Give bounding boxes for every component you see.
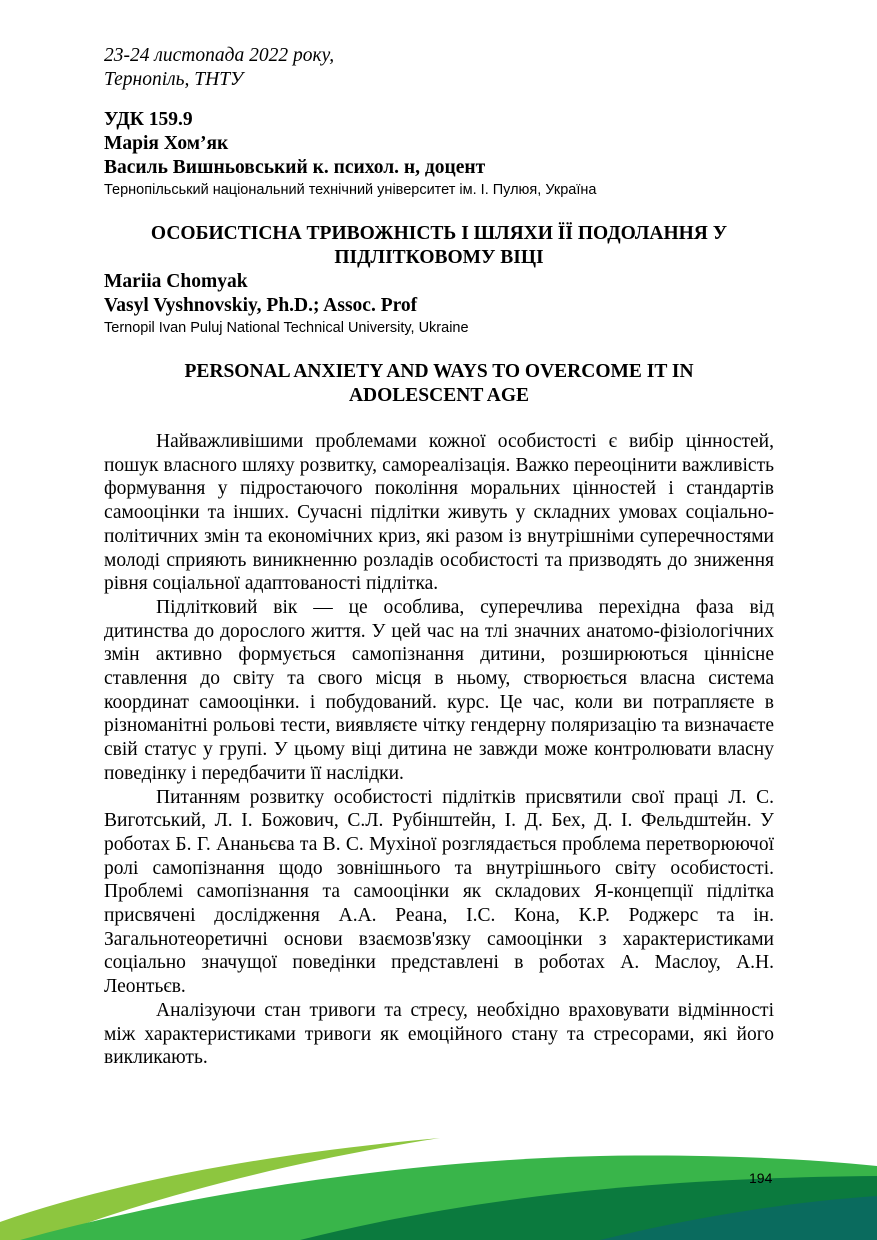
conference-place: Тернопіль, ТНТУ	[104, 69, 244, 90]
page-number: 194	[749, 1170, 773, 1186]
author-name-2-ua: Василь Вишньовський к. психол. н, доцент	[104, 157, 486, 178]
article-title-ua	[104, 222, 774, 270]
conference-header	[104, 44, 334, 92]
conference-date: 23-24 листопада 2022 року,	[104, 45, 335, 66]
affiliation-en: Ternopil Ivan Puluj National Technical University, Ukraine	[104, 320, 469, 336]
body-paragraph-4: Аналізуючи стан тривоги та стресу, необхідно враховувати відмінності між характеристиками тривоги як емоційного стану та стресорами, які його викликають.	[104, 999, 774, 1069]
authors-block-ua	[104, 108, 596, 200]
title-ua-line-2: ПІДЛІТКОВОМУ ВІЦІ	[334, 247, 544, 268]
title-en-line-1: PERSONAL ANXIETY AND WAYS TO OVERCOME IT IN	[184, 361, 694, 382]
body-paragraph-3: Питанням розвитку особистості підлітків присвятили свої праці Л. С. Виготський, Л. І. Божович, С.Л. Рубінштейн, І. Д. Бех, Д. І. Фельдштейн. У роботах Б. Г. Ананьєва та В. С. Мухіної розглядається проблема перетворюючої ролі самопізнання щодо зовнішнього та внутрішнього світу особистості. Проблемі самопізнання та самооцінки як складових Я-концепції підлітка присвячені дослідження А.А. Реана, І.С. Кона, К.Р. Роджерс та ін. Загальнотеоретичні основи взаємозв'язку самооцінки з характеристиками соціально значущої поведінки представлені в роботах А. Маслоу, А.Н. Леонтьєв.	[104, 786, 774, 998]
author-name-2-en: Vasyl Vyshnovskiy, Ph.D.; Assoc. Prof	[104, 295, 418, 316]
title-ua-line-1: ОСОБИСТІСНА ТРИВОЖНІСТЬ І ШЛЯХИ ЇЇ ПОДОЛАННЯ У	[150, 223, 728, 244]
affiliation-ua: Тернопільський національний технічний університет ім. І. Пулюя, Україна	[104, 182, 597, 198]
article-title-en	[104, 360, 774, 408]
article-body	[104, 430, 774, 1070]
body-paragraph-1: Найважливішими проблемами кожної особистості є вибір цінностей, пошук власного шляху розвитку, самореалізація. Важко переоцінити важливість формування у підростаючого покоління моральних цінностей і стандартів самооцінки та інших. Сучасні підлітки живуть у складних умовах соціально-політичних змін та економічних криз, які разом із внутрішніми суперечностями молоді сприяють виникненню розладів особистості та призводять до зниження рівня соціальної адаптованості підлітка.	[104, 431, 774, 595]
authors-block-en	[104, 270, 469, 338]
author-name-1-en: Mariia Chomyak	[104, 271, 248, 292]
author-name-1-ua: Марія Хом’як	[104, 133, 229, 154]
body-paragraph-2: Підлітковий вік — це особлива, суперечлива перехідна фаза від дитинства до дорослого життя. У цей час на тлі значних анатомо-фізіологічних змін активно формується самопізнання дитини, розширюються ціннісне ставлення до світу та свого місця в ньому, створюється власна система координат самооцінки. і побудований. курс. Це час, коли ви потрапляєте в різноманітні рольові тести, виявляєте чітку гендерну поляризацію та визначаєте свій статус у групі. У цьому віці дитина не завжди може контролювати власну поведінку і передбачити її наслідки.	[104, 596, 774, 784]
udc-code: УДК 159.9	[104, 109, 193, 130]
footer-swoosh-decoration	[0, 1130, 877, 1240]
title-en-line-2: ADOLESCENT AGE	[348, 385, 530, 406]
